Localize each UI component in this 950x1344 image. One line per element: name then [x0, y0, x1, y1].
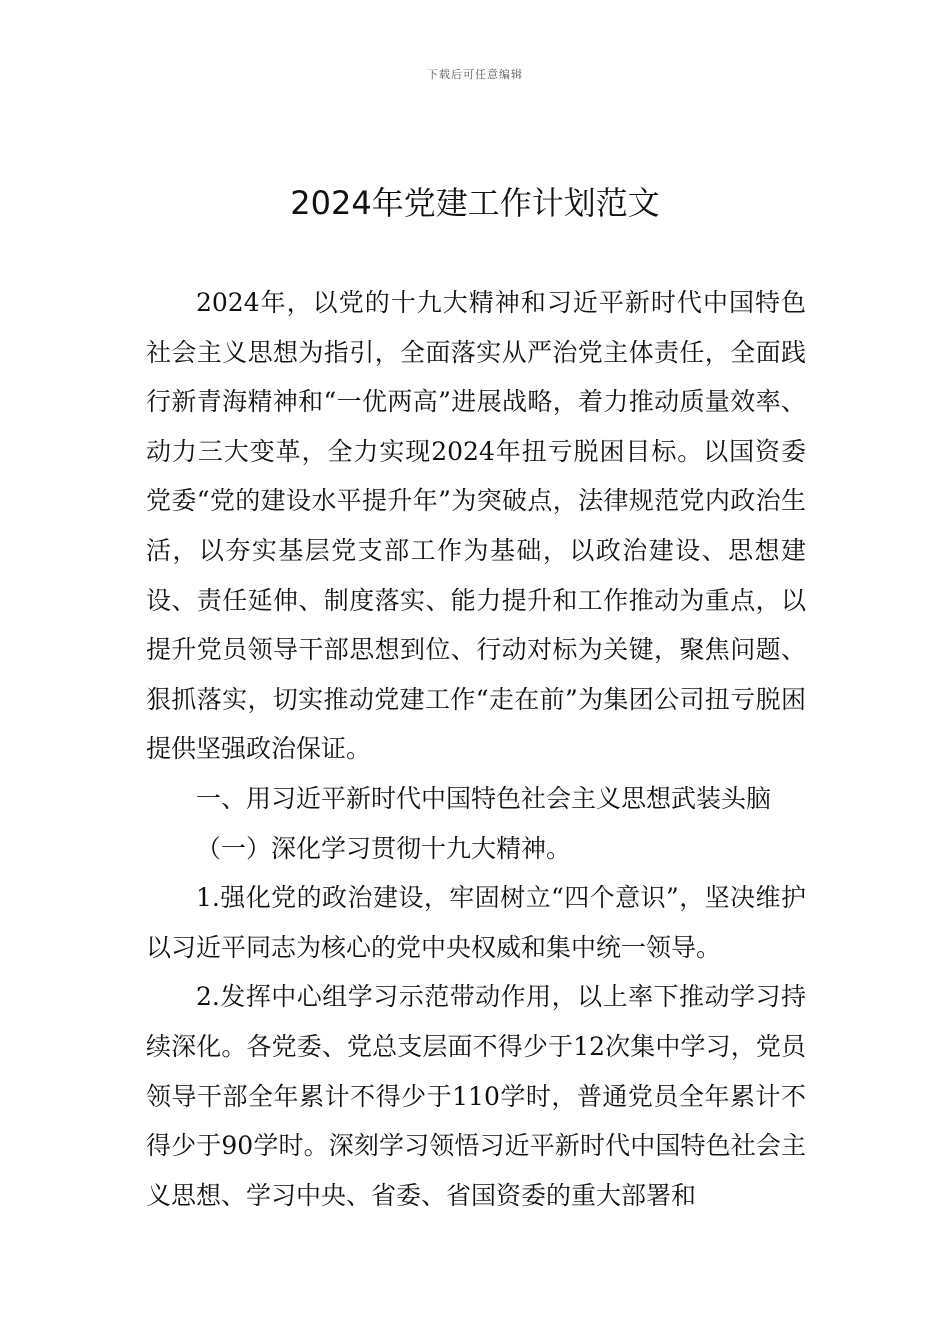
- section-heading-1: 一、用习近平新时代中国特色社会主义思想武装头脑: [196, 783, 772, 813]
- list-item-2: 2.发挥中心组学习示范带动作用，以上率下推动学习持续深化。各党委、党总支层面不得少于12次集中学习，党员领导干部全年累计不得少于110学时，普通党员全年累计不得少于90学时。深刻学习领悟习近平新时代中国特色社会主义思想、学习中央、省委、省国资委的重大部署和: [146, 982, 806, 1210]
- subsection-heading-1: （一）深化学习贯彻十九大精神。: [196, 833, 572, 863]
- header-note: 下载后可任意编辑: [427, 68, 523, 81]
- list-item-1: 1.强化党的政治建设，牢固树立“四个意识”，坚决维护以习近平同志为核心的党中央权威和集中统一领导。: [146, 883, 806, 962]
- document-body: [146, 278, 806, 1220]
- document-title: 2024年党建工作计划范文: [290, 184, 660, 222]
- intro-paragraph: 2024年，以党的十九大精神和习近平新时代中国特色社会主义思想为指引，全面落实从严治党主体责任，全面践行新青海精神和“一优两高”进展战略，着力推动质量效率、动力三大变革，全力实现2024年扭亏脱困目标。以国资委党委“党的建设水平提升年”为突破点，法律规范党内政治生活，以夯实基层党支部工作为基础，以政治建设、思想建设、责任延伸、制度落实、能力提升和工作推动为重点，以提升党员领导干部思想到位、行动对标为关键，聚焦问题、狠抓落实，切实推动党建工作“走在前”为集团公司扭亏脱困提供坚强政治保证。: [146, 288, 806, 764]
